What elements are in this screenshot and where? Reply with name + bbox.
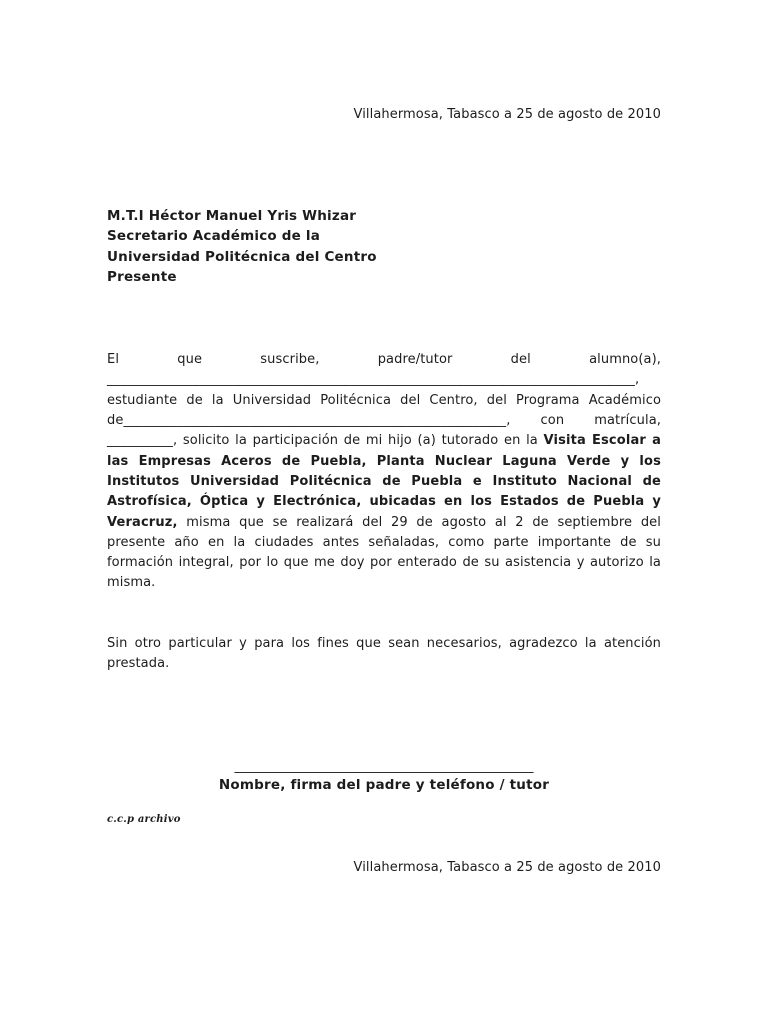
recipient-title: Secretario Académico de la (107, 228, 321, 245)
recipient-salutation: Presente (107, 268, 177, 285)
letter-date-top: Villahermosa, Tabasco a 25 de agosto de 2010 (353, 107, 661, 122)
signature-block (107, 760, 661, 793)
body-paragraph-main (107, 350, 661, 594)
recipient-block (107, 206, 661, 287)
body-paragraph-closing: Sin otro particular y para los fines que sean necesarios, agradezco la atención prestada. (107, 635, 661, 672)
recipient-institution: Universidad Politécnica del Centro (107, 248, 377, 265)
body-text-outro: misma que se realizará del 29 de agosto al 2 de septiembre del presente año en la ciudades antes señaladas, como parte importante de su formación integral, por lo que me doy por enterado de su asistencia y autorizo la misma. (107, 514, 661, 591)
recipient-name: M.T.I Héctor Manuel Yris Whizar (107, 208, 357, 224)
signature-caption: Nombre, firma del padre y teléfono / tutor (218, 777, 550, 794)
body-text-intro: El que suscribe, padre/tutor del alumno(a), ________________________________________________________________________________, estudiante de la Universidad Politécnica del Centro, del Programa Académico de__________________________________________________________, con matrícula, __________, solicito la participación de mi hijo (a) tutorado en la (107, 352, 661, 449)
body-text-trip-bold: Visita Escolar a las Empresas Aceros de Puebla, Planta Nuclear Laguna Verde y los Institutos Universidad Politécnica de Puebla e Instituto Nacional de Astrofísica, Óptica y Electrónica, ubicadas en los Estados de Puebla y Veracruz, (107, 433, 661, 530)
signature-line: ______________________________________________ (234, 759, 534, 775)
letter-date-bottom: Villahermosa, Tabasco a 25 de agosto de 2010 (353, 860, 661, 876)
ccp-archive-note: c.c.p archivo (107, 814, 181, 826)
